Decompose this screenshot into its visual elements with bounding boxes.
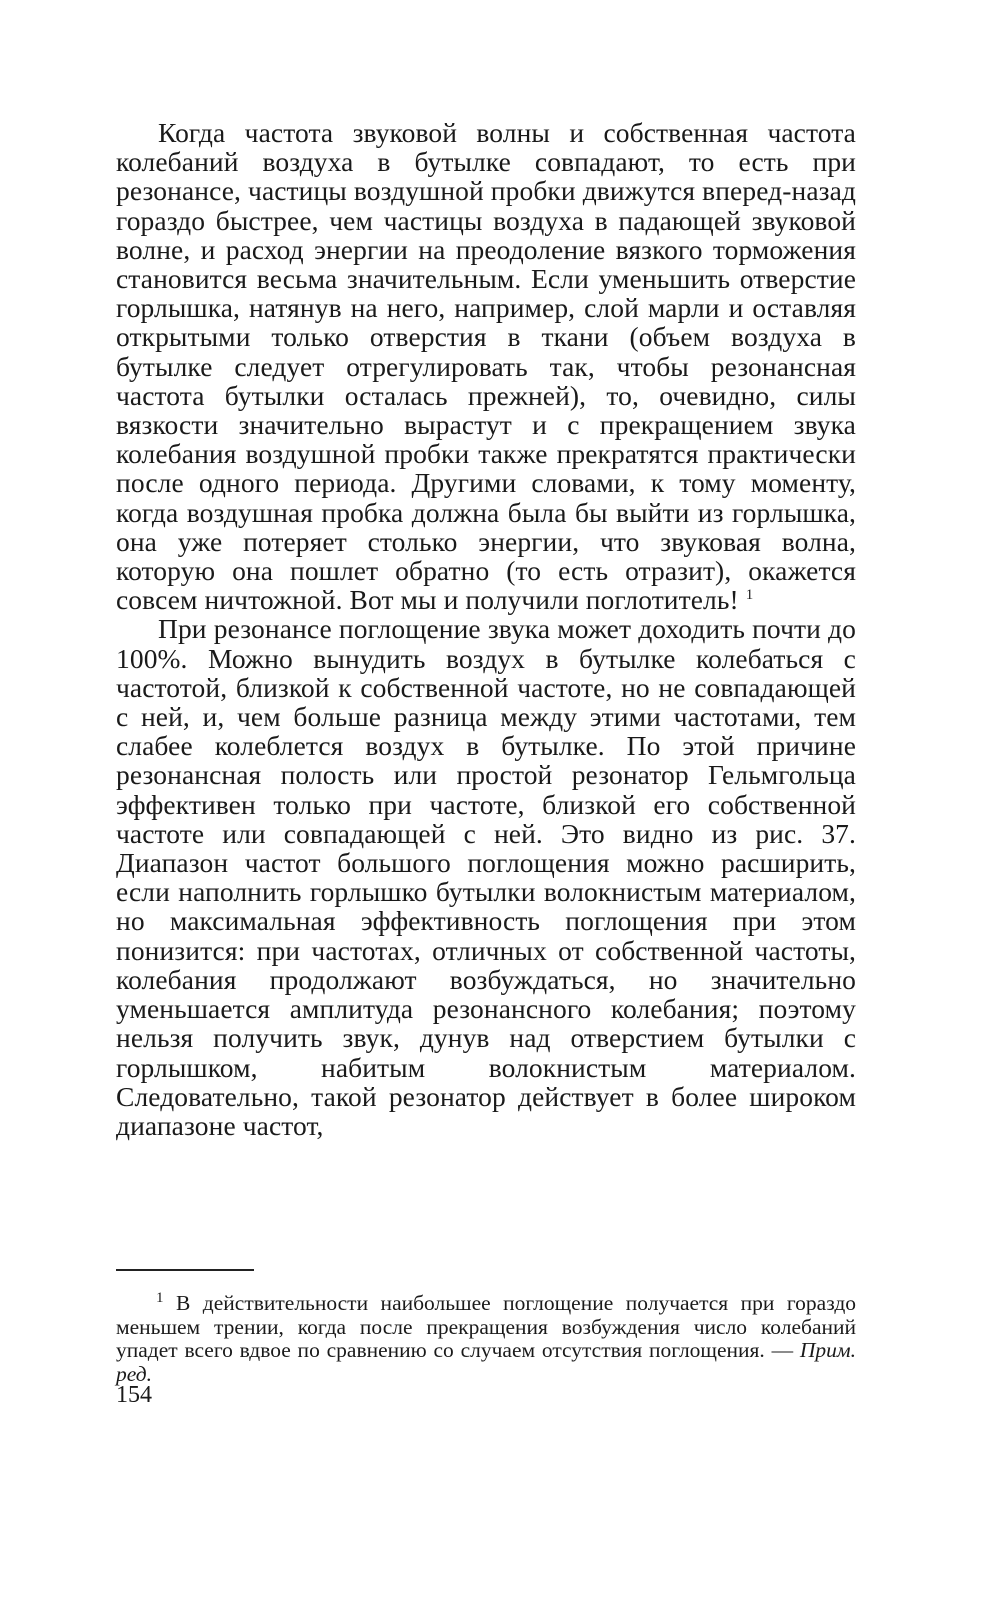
footnote-reference: 1 (745, 587, 754, 604)
paragraph-1 (116, 118, 856, 614)
page-number: 154 (116, 1382, 152, 1408)
main-text (116, 118, 856, 1140)
footnote (116, 1289, 857, 1386)
editor-note-label: Прим. ред. (116, 1338, 856, 1386)
footnote-divider (116, 1269, 254, 1271)
footnote-text: В действительности наибольшее поглощение получается при гораздо меньшем трении, когда после прекращения возбуждения число колебаний упадет всего вдвое по сравнению со случаем отсутствия поглощения. — (116, 1291, 857, 1362)
paragraph-2-text: При резонансе поглощение звука может доходить почти до 100%. Можно вынудить воздух в бутылке колебаться с частотой, близкой к собственной частоте, но не совпадающей с ней, и, чем больше разница между этими частотами, тем слабее колеблется воздух в бутылке. По этой причине резонансная полость или простой резонатор Гельмгольца эффективен только при частоте, близкой его собственной частоте или совпадающей с ней. Это видно из рис. 37. Диапазон частот большого поглощения можно расширить, если наполнить горлышко бутылки волокнистым материалом, но максимальная эффективность поглощения при этом понизится: при частотах, отличных от собственной частоты, колебания продолжают возбуждаться, но значительно уменьшается амплитуда резонансного колебания; поэтому нельзя получить звук, дунув над отверстием бутылки с горлышком, набитым волокнистым материалом. Следовательно, такой резонатор действует в более широком диапазоне частот, (116, 613, 856, 1141)
footnote-mark: 1 (156, 1289, 164, 1306)
paragraph-1-text: Когда частота звуковой волны и собственная частота колебаний воздуха в бутылке совпадают, то есть при резонансе, частицы воздушной пробки движутся вперед-назад гораздо быстрее, чем частицы воздуха в падающей звуковой волне, и расход энергии на преодоление вязкого торможения становится весьма значительным. Если уменьшить отверстие горлышка, натянув на него, например, слой марли и оставляя открытыми только отверстия в ткани (объем воздуха в бутылке следует отрегулировать так, чтобы резонансная частота бутылки осталась прежней), то, очевидно, силы вязкости значительно вырастут и с прекращением звука колебания воздушной пробки также прекратятся практически после одного периода. Другими словами, к тому моменту, когда воздушная пробка должна была бы выйти из горлышка, она уже потеряет столько энергии, что звуковая волна, которую она пошлет обратно (то есть отразит), окажется совсем ничтожной. Вот мы и получили поглотитель! (116, 117, 856, 616)
paragraph-2 (116, 614, 856, 1140)
